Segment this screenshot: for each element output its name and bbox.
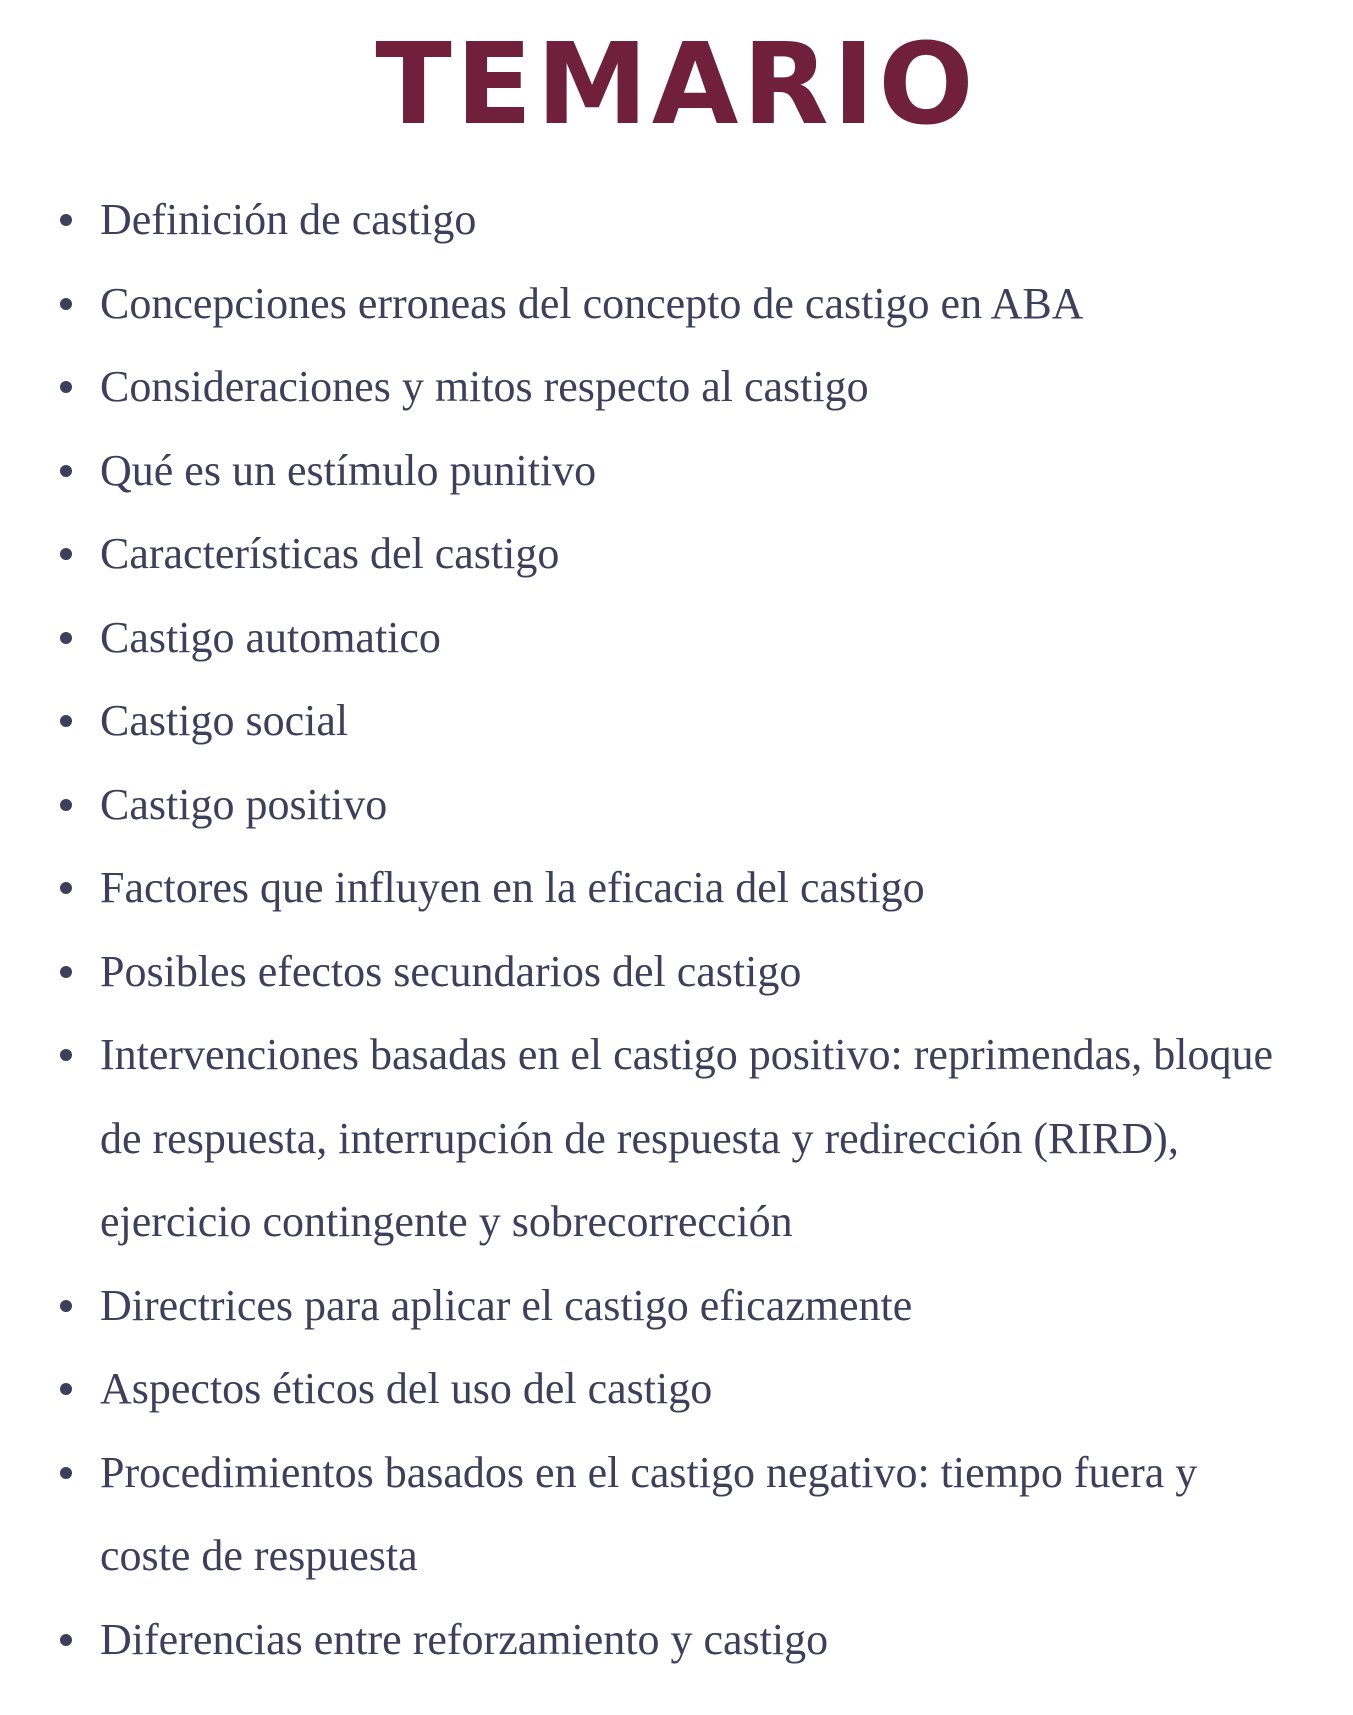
- bullet-icon: [60, 715, 72, 727]
- topic-label: Directrices para aplicar el castigo eficazmente: [100, 1280, 913, 1330]
- topic-label: Intervenciones basadas en el castigo positivo: reprimendas, bloque de respuesta, interrupción de respuesta y redirección (RIRD), ejercicio contingente y sobrecorrección: [100, 1030, 1273, 1246]
- topic-list: [0, 178, 1353, 1681]
- list-item: [0, 262, 1353, 346]
- bullet-icon: [60, 966, 72, 978]
- list-item: [0, 1347, 1353, 1431]
- bullet-icon: [60, 799, 72, 811]
- topic-label: Definición de castigo: [100, 195, 477, 244]
- list-item: [0, 596, 1353, 680]
- bullet-icon: [60, 1300, 72, 1312]
- topic-label: Consideraciones y mitos respecto al castigo: [100, 362, 869, 411]
- bullet-icon: [60, 1467, 72, 1479]
- list-item: [0, 345, 1353, 429]
- list-item: [0, 178, 1353, 262]
- list-item: [0, 679, 1353, 763]
- bullet-icon: [60, 214, 72, 226]
- bullet-icon: [60, 298, 72, 310]
- topic-label: Diferencias entre reforzamiento y castigo: [100, 1614, 829, 1664]
- topic-label: Características del castigo: [100, 529, 560, 578]
- topic-label: Aspectos éticos del uso del castigo: [100, 1364, 713, 1413]
- list-item: [0, 1264, 1353, 1348]
- topic-label: Procedimientos basados en el castigo negativo: tiempo fuera y coste de respuesta: [100, 1447, 1198, 1580]
- list-item: [0, 1598, 1353, 1682]
- bullet-icon: [60, 632, 72, 644]
- topic-label: Castigo social: [100, 696, 349, 745]
- bullet-icon: [60, 1634, 72, 1646]
- topic-label: Castigo automatico: [100, 612, 441, 662]
- bullet-icon: [60, 548, 72, 560]
- list-item: [0, 1431, 1353, 1598]
- topic-label: Qué es un estímulo punitivo: [100, 445, 597, 495]
- list-item: [0, 1013, 1353, 1264]
- topic-label: Factores que influyen en la eficacia del castigo: [100, 863, 925, 912]
- topic-label: Concepciones erroneas del concepto de castigo en ABA: [100, 278, 1084, 328]
- bullet-icon: [60, 882, 72, 894]
- bullet-icon: [60, 1049, 72, 1061]
- list-item: [0, 429, 1353, 513]
- list-item: [0, 763, 1353, 847]
- list-item: [0, 512, 1353, 596]
- bullet-icon: [60, 465, 72, 477]
- bullet-icon: [60, 1383, 72, 1395]
- list-item: [0, 930, 1353, 1014]
- topic-label: Castigo positivo: [100, 779, 388, 829]
- topic-label: Posibles efectos secundarios del castigo: [100, 946, 802, 996]
- page-title: TEMARIO: [375, 20, 978, 150]
- bullet-icon: [60, 381, 72, 393]
- list-item: [0, 846, 1353, 930]
